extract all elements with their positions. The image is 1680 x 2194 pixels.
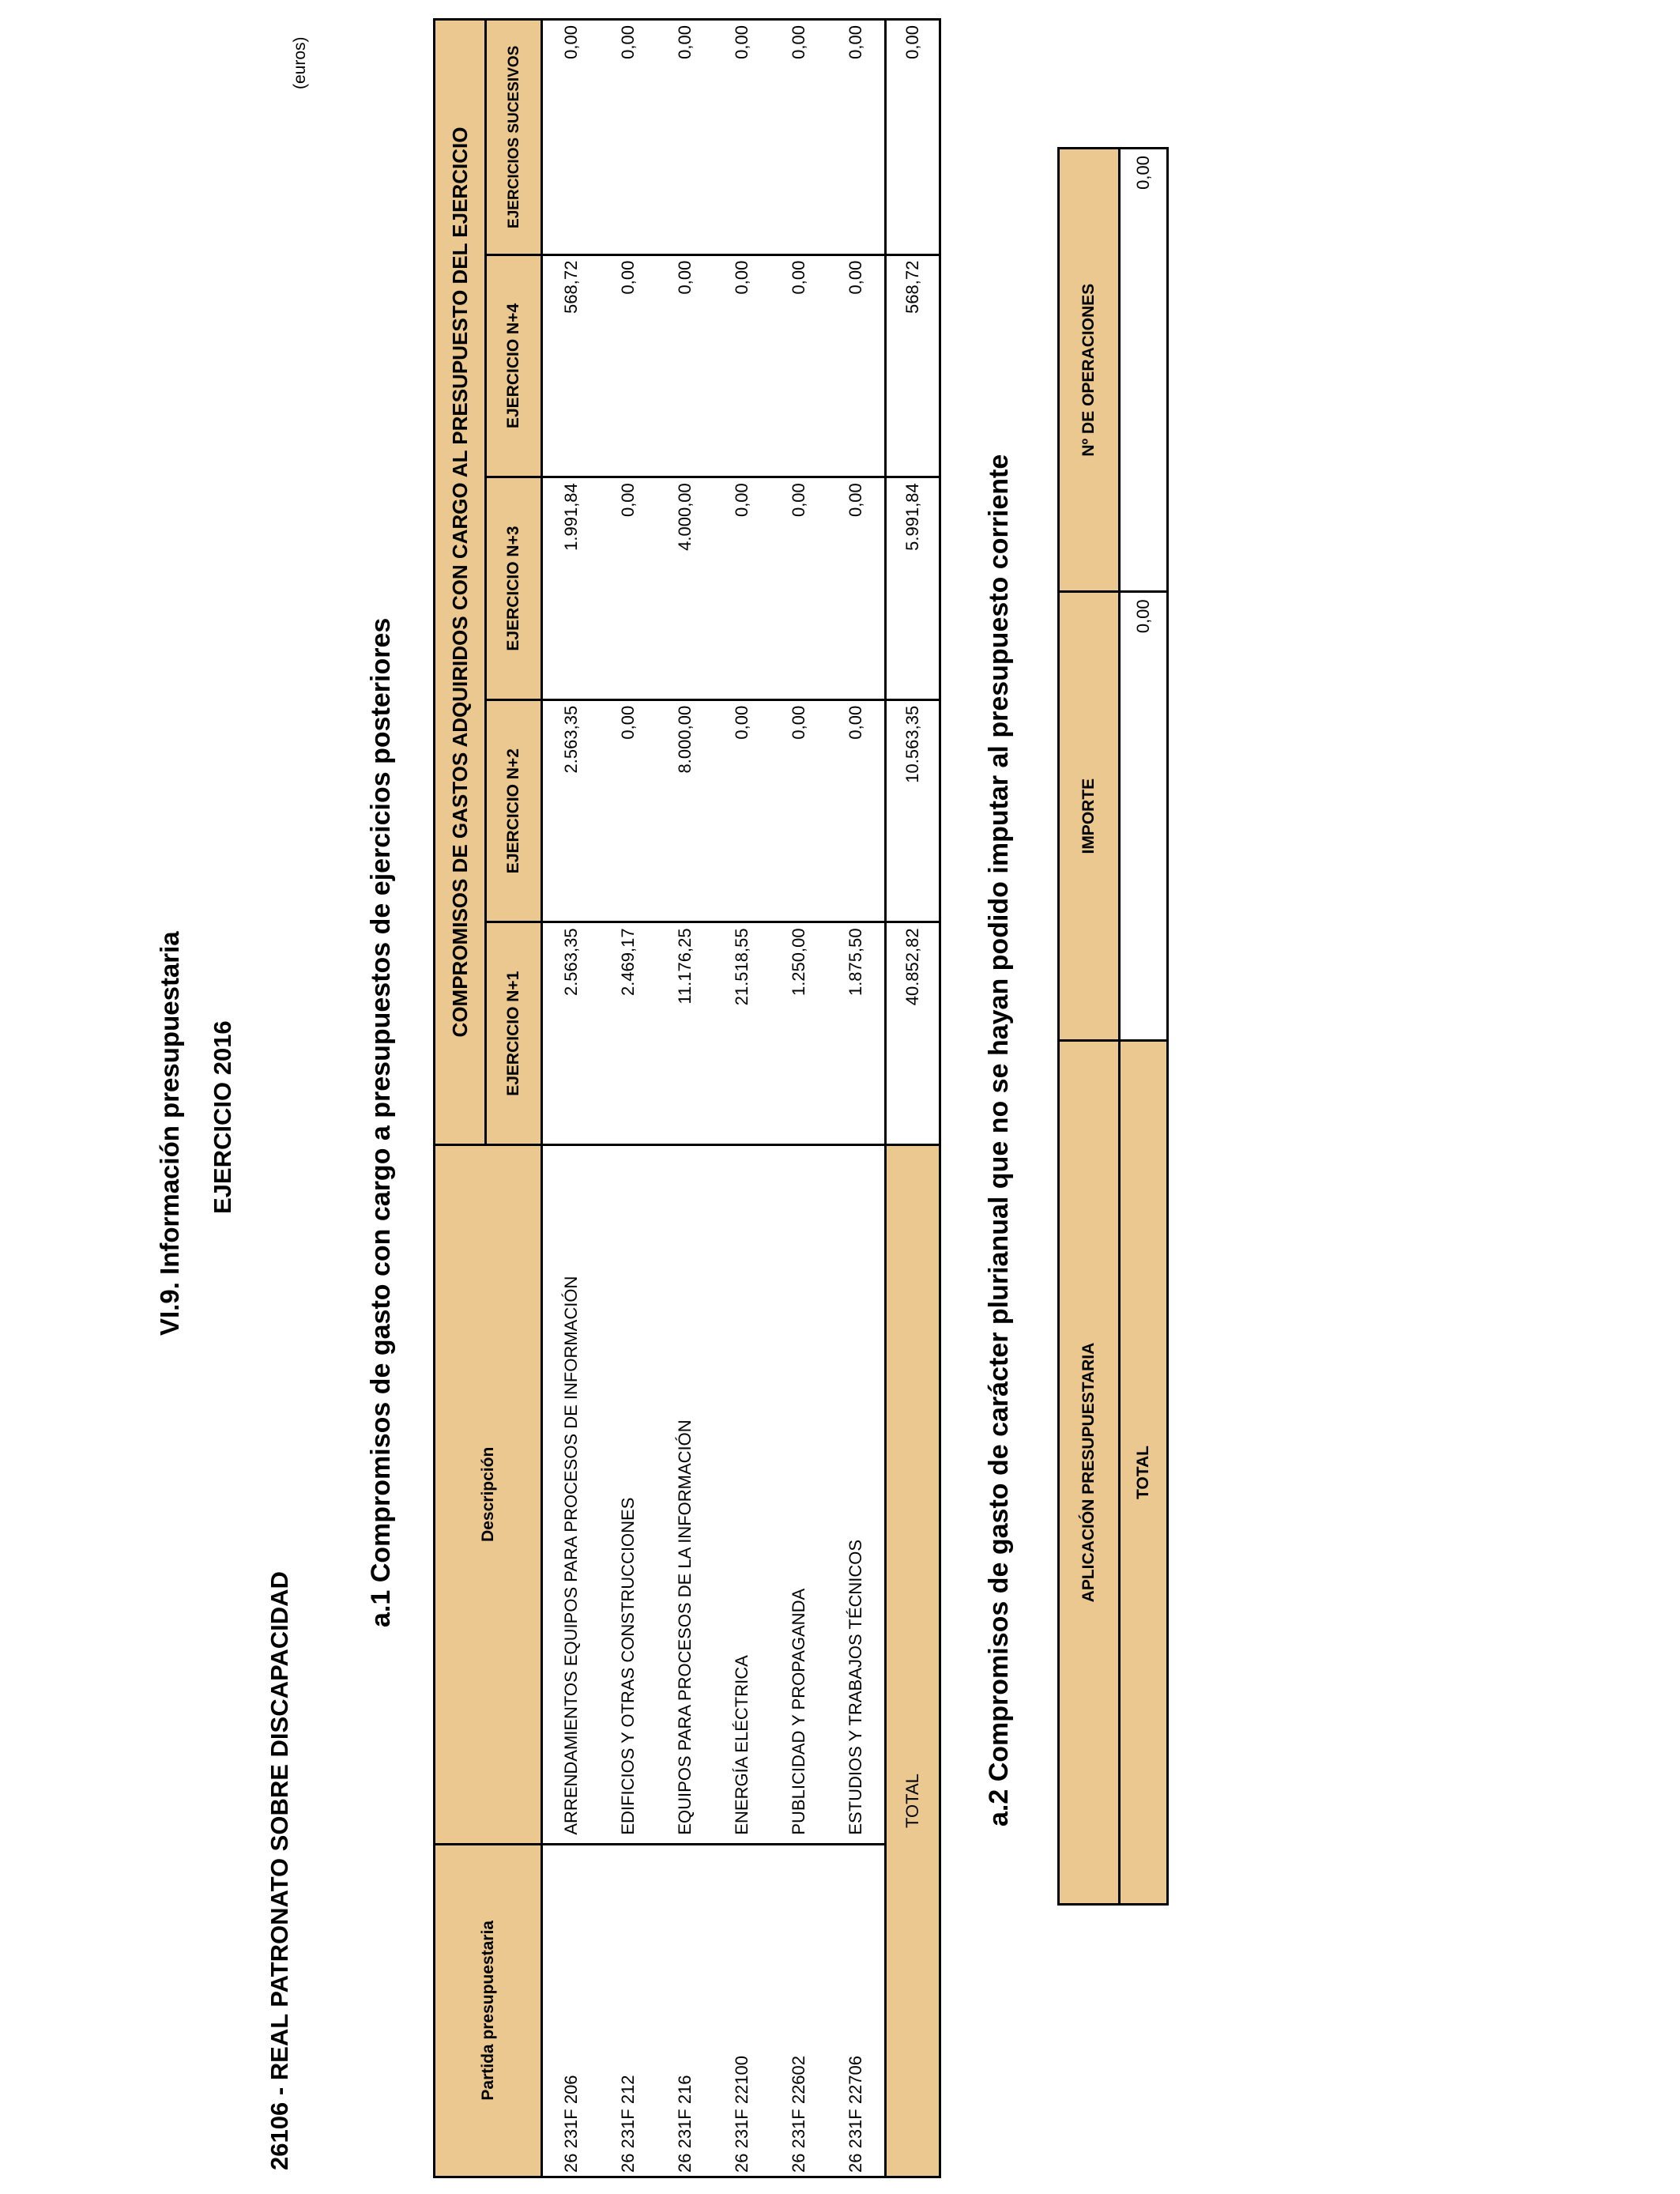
table-row xyxy=(714,20,770,2177)
total-importe: 0,00 xyxy=(1120,592,1168,1041)
table-row xyxy=(657,20,714,2177)
total-operaciones: 0,00 xyxy=(1120,149,1168,592)
row-n2: 0,00 xyxy=(827,699,886,922)
row-sucesivos: 0,00 xyxy=(714,20,770,255)
row-n3: 4.000,00 xyxy=(657,477,714,700)
row-n4: 0,00 xyxy=(714,254,770,477)
row-n3: 1.991,84 xyxy=(542,477,601,700)
row-n3: 0,00 xyxy=(770,477,827,700)
row-n4: 0,00 xyxy=(600,254,657,477)
row-n4: 0,00 xyxy=(657,254,714,477)
row-n3: 0,00 xyxy=(714,477,770,700)
total-row xyxy=(886,20,940,2177)
row-partida: 26 231F 22602 xyxy=(770,1844,827,2177)
col-aplicacion-header: APLICACIÓN PRESUPUESTARIA xyxy=(1059,1041,1120,1905)
row-n1: 21.518,55 xyxy=(714,922,770,1145)
row-n1: 2.469,17 xyxy=(600,922,657,1145)
row-partida: 26 231F 22706 xyxy=(827,1844,886,2177)
row-n1: 11.176,25 xyxy=(657,922,714,1145)
row-n2: 0,00 xyxy=(714,699,770,922)
row-descripcion: EDIFICIOS Y OTRAS CONSTRUCCIONES xyxy=(600,1145,657,1845)
group-header: COMPROMISOS DE GASTOS ADQUIRIDOS CON CARGO AL PRESUPUESTO DEL EJERCICIO xyxy=(435,20,486,1145)
row-n1: 2.563,35 xyxy=(542,922,601,1145)
row-sucesivos: 0,00 xyxy=(827,20,886,255)
total-label: TOTAL xyxy=(886,1145,940,2177)
table-row xyxy=(542,20,601,2177)
total-n1: 40.852,82 xyxy=(886,922,940,1145)
row-n1: 1.875,50 xyxy=(827,922,886,1145)
row-descripcion: ARRENDAMIENTOS EQUIPOS PARA PROCESOS DE INFORMACIÓN xyxy=(542,1145,601,1845)
row-sucesivos: 0,00 xyxy=(542,20,601,255)
col-operaciones-header: Nº DE OPERACIONES xyxy=(1059,149,1120,592)
section-a2-title: a.2 Compromisos de gasto de carácter plurianual que no se hayan podido imputar al presupuesto corriente xyxy=(984,454,1014,1826)
col-n2-header: EJERCICIO N+2 xyxy=(486,699,542,922)
total-sucesivos: 0,00 xyxy=(886,20,940,255)
table-row xyxy=(770,20,827,2177)
row-descripcion: ESTUDIOS Y TRABAJOS TÉCNICOS xyxy=(827,1145,886,1845)
row-sucesivos: 0,00 xyxy=(770,20,827,255)
total-row xyxy=(1120,149,1168,1905)
row-n2: 2.563,35 xyxy=(542,699,601,922)
units-label: (euros) xyxy=(291,36,309,89)
commitments-table xyxy=(433,18,941,2178)
row-descripcion: EQUIPOS PARA PROCESOS DE LA INFORMACIÓN xyxy=(657,1145,714,1845)
row-sucesivos: 0,00 xyxy=(657,20,714,255)
row-partida: 26 231F 212 xyxy=(600,1844,657,2177)
col-sucesivos-header: EJERCICIOS SUCESIVOS xyxy=(486,20,542,255)
year-title: EJERCICIO 2016 xyxy=(209,1020,236,1214)
row-partida: 26 231F 22100 xyxy=(714,1844,770,2177)
total-n2: 10.563,35 xyxy=(886,699,940,922)
col-n3-header: EJERCICIO N+3 xyxy=(486,477,542,700)
row-n1: 1.250,00 xyxy=(770,922,827,1145)
col-importe-header: IMPORTE xyxy=(1059,592,1120,1041)
plurianual-table xyxy=(1057,147,1169,1906)
col-descripcion-header: Descripción xyxy=(435,1145,542,1845)
row-n4: 0,00 xyxy=(770,254,827,477)
row-sucesivos: 0,00 xyxy=(600,20,657,255)
row-n3: 0,00 xyxy=(827,477,886,700)
col-n1-header: EJERCICIO N+1 xyxy=(486,922,542,1145)
row-descripcion: ENERGÍA ELÉCTRICA xyxy=(714,1145,770,1845)
main-title: VI.9. Información presupuestaria xyxy=(155,931,184,1336)
total-label: TOTAL xyxy=(1120,1041,1168,1905)
row-n2: 8.000,00 xyxy=(657,699,714,922)
total-n3: 5.991,84 xyxy=(886,477,940,700)
row-n4: 568,72 xyxy=(542,254,601,477)
col-partida-header: Partida presupuestaria xyxy=(435,1844,542,2177)
table-row xyxy=(600,20,657,2177)
row-n2: 0,00 xyxy=(770,699,827,922)
row-n2: 0,00 xyxy=(600,699,657,922)
row-n4: 0,00 xyxy=(827,254,886,477)
entity-name: 26106 - REAL PATRONATO SOBRE DISCAPACIDAD xyxy=(266,1571,293,2170)
table-row xyxy=(827,20,886,2177)
row-n3: 0,00 xyxy=(600,477,657,700)
row-partida: 26 231F 206 xyxy=(542,1844,601,2177)
col-n4-header: EJERCICIO N+4 xyxy=(486,254,542,477)
total-n4: 568,72 xyxy=(886,254,940,477)
row-descripcion: PUBLICIDAD Y PROPAGANDA xyxy=(770,1145,827,1845)
section-a1-title: a.1 Compromisos de gasto con cargo a presupuestos de ejercicios posteriores xyxy=(366,617,396,1627)
row-partida: 26 231F 216 xyxy=(657,1844,714,2177)
